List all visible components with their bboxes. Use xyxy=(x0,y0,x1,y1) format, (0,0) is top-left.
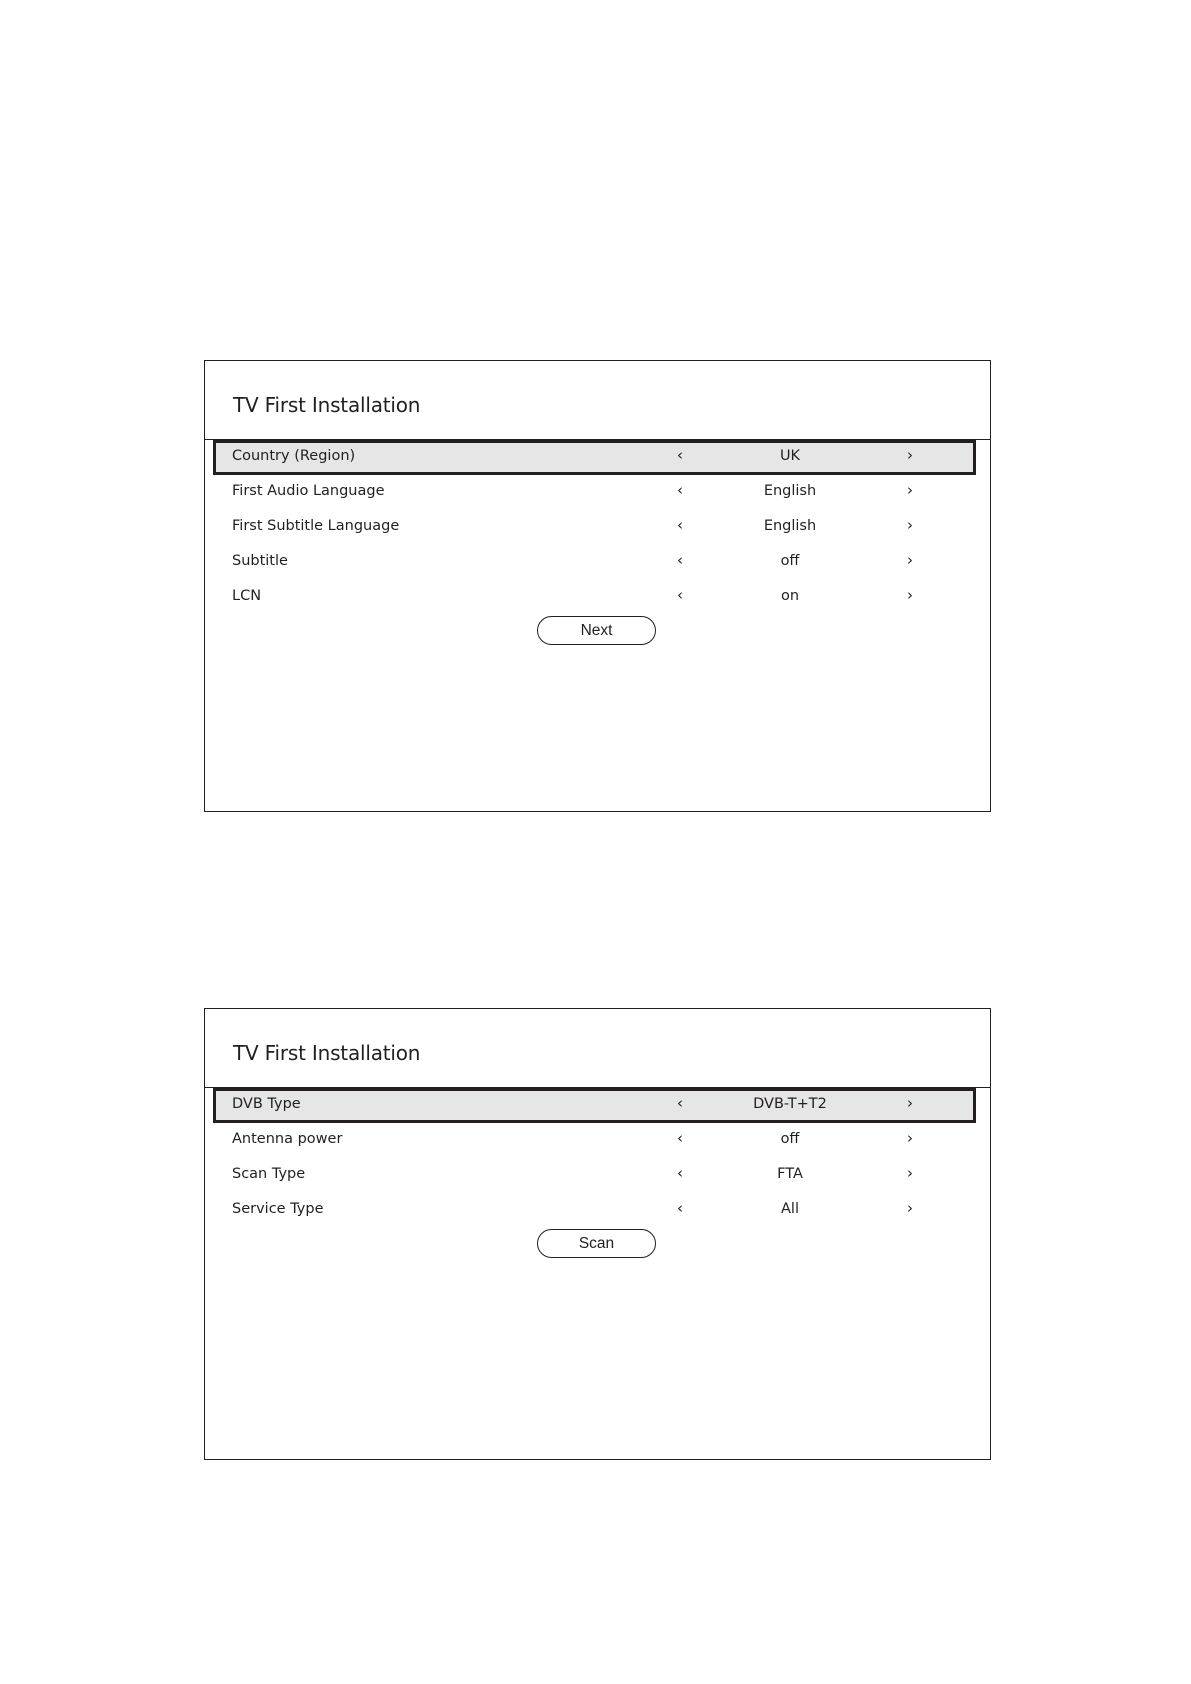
chevron-left-icon[interactable]: ‹ xyxy=(677,1199,683,1217)
setting-row-first-subtitle-language[interactable] xyxy=(213,510,976,545)
setting-row-lcn[interactable] xyxy=(213,580,976,615)
setting-label: Service Type xyxy=(232,1201,324,1217)
setting-value: English xyxy=(763,483,817,499)
setting-label: First Subtitle Language xyxy=(232,518,400,534)
chevron-right-icon[interactable]: › xyxy=(907,516,913,534)
setting-row-service-type[interactable] xyxy=(213,1193,976,1228)
settings-list xyxy=(213,440,976,615)
chevron-right-icon[interactable]: › xyxy=(907,1199,913,1217)
settings-list xyxy=(213,1088,976,1228)
setting-row-first-audio-language[interactable] xyxy=(213,475,976,510)
chevron-left-icon[interactable]: ‹ xyxy=(677,586,683,604)
setting-row-antenna-power[interactable] xyxy=(213,1123,976,1158)
setting-value: off xyxy=(780,1131,800,1147)
chevron-right-icon[interactable]: › xyxy=(907,586,913,604)
next-button[interactable]: Next xyxy=(537,616,656,645)
chevron-right-icon[interactable]: › xyxy=(907,1129,913,1147)
chevron-left-icon[interactable]: ‹ xyxy=(677,1129,683,1147)
setting-row-subtitle[interactable] xyxy=(213,545,976,580)
setting-value: off xyxy=(780,553,800,569)
chevron-right-icon[interactable]: › xyxy=(907,551,913,569)
chevron-right-icon[interactable]: › xyxy=(907,481,913,499)
setting-label: Subtitle xyxy=(232,553,288,569)
chevron-left-icon[interactable]: ‹ xyxy=(677,446,683,464)
setting-label: First Audio Language xyxy=(232,483,385,499)
setting-value: All xyxy=(781,1201,799,1217)
setting-value: English xyxy=(763,518,817,534)
screen-title: TV First Installation xyxy=(233,393,421,417)
scan-button[interactable]: Scan xyxy=(537,1229,656,1258)
screen-title: TV First Installation xyxy=(233,1041,421,1065)
installation-screen-2 xyxy=(204,1008,991,1460)
setting-row-scan-type[interactable] xyxy=(213,1158,976,1193)
setting-row-country-region[interactable] xyxy=(213,440,976,475)
setting-value: on xyxy=(780,588,800,604)
chevron-left-icon[interactable]: ‹ xyxy=(677,516,683,534)
setting-label: LCN xyxy=(232,588,262,604)
chevron-left-icon[interactable]: ‹ xyxy=(677,551,683,569)
setting-label: Scan Type xyxy=(232,1166,306,1182)
chevron-right-icon[interactable]: › xyxy=(907,1164,913,1182)
setting-label: Country (Region) xyxy=(232,448,356,464)
setting-value: DVB-T+T2 xyxy=(753,1096,827,1112)
setting-value: FTA xyxy=(777,1166,803,1182)
setting-label: DVB Type xyxy=(232,1096,301,1112)
chevron-left-icon[interactable]: ‹ xyxy=(677,481,683,499)
chevron-right-icon[interactable]: › xyxy=(907,1094,913,1112)
chevron-left-icon[interactable]: ‹ xyxy=(677,1164,683,1182)
installation-screen-1 xyxy=(204,360,991,812)
chevron-right-icon[interactable]: › xyxy=(907,446,913,464)
chevron-left-icon[interactable]: ‹ xyxy=(677,1094,683,1112)
setting-value: UK xyxy=(779,448,801,464)
setting-row-dvb-type[interactable] xyxy=(213,1088,976,1123)
setting-label: Antenna power xyxy=(232,1131,343,1147)
